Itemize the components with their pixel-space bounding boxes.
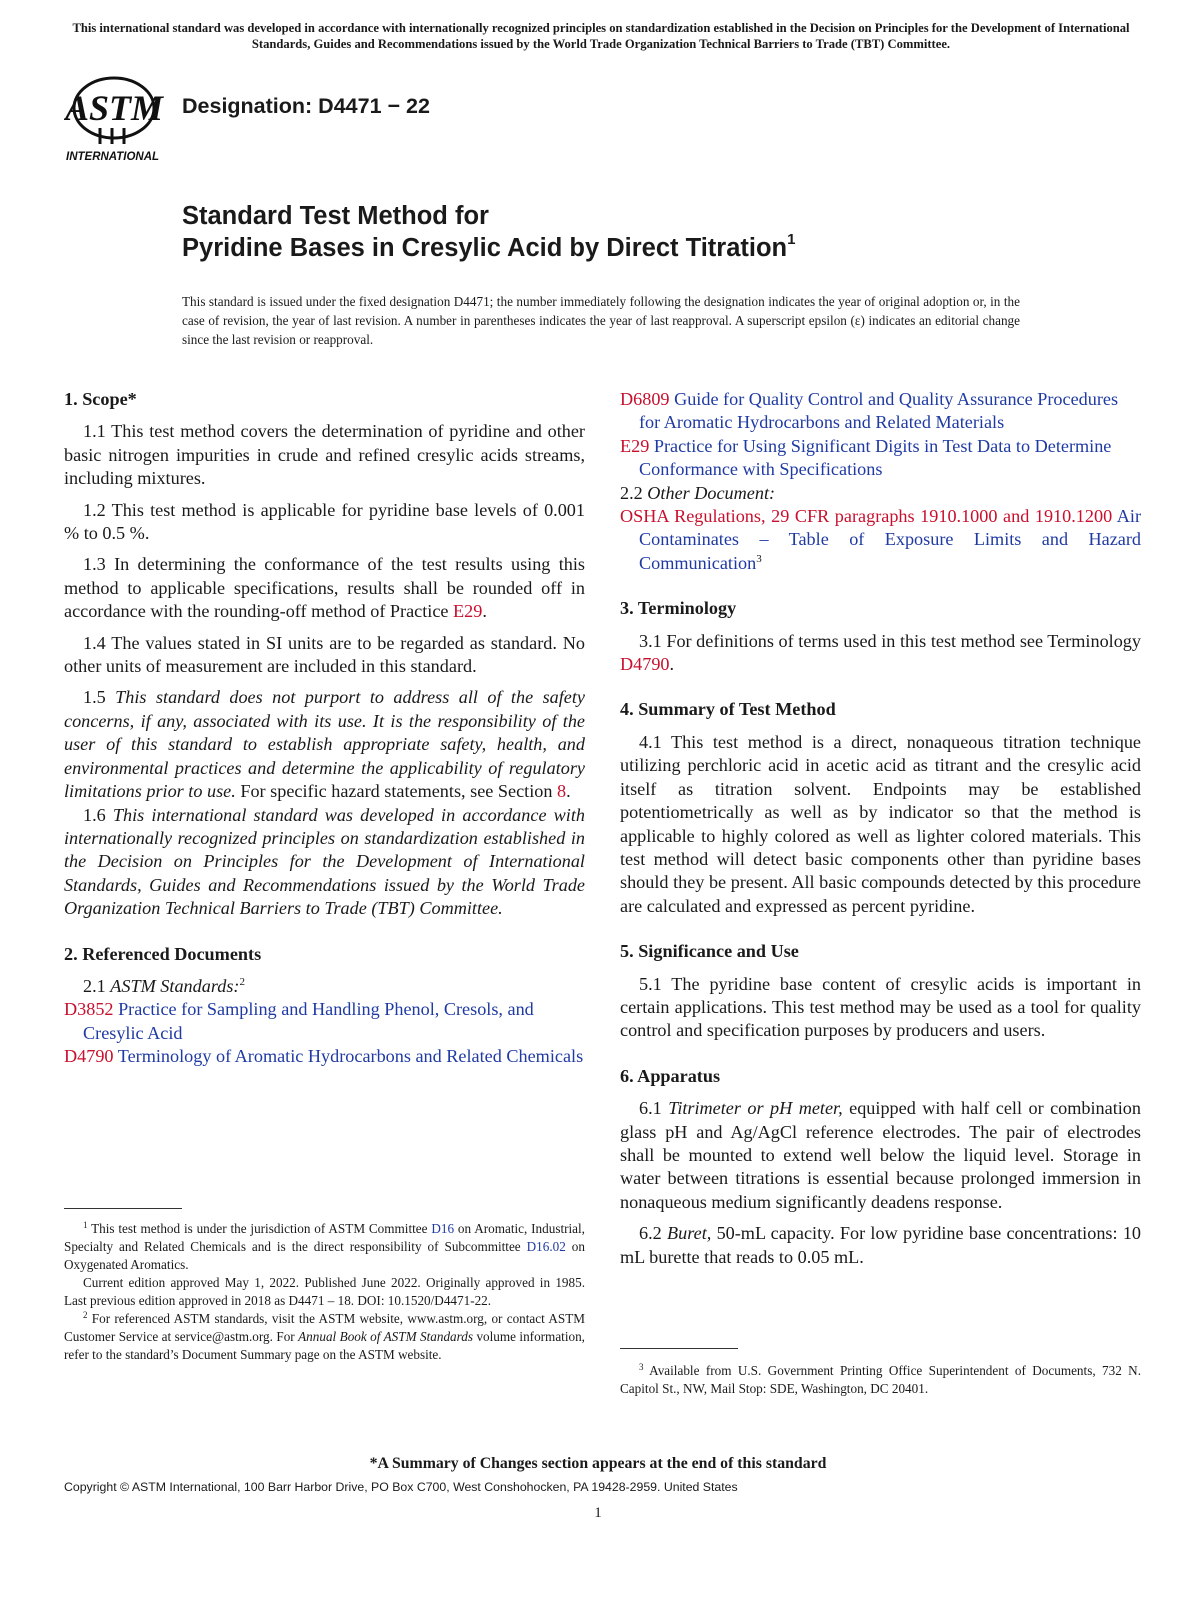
para-1-6 [64, 804, 585, 921]
document-title [182, 200, 795, 264]
para-6-1-text: equipped with half cell or combination glass pH and Ag/AgCl reference electrodes. The pair of electrodes shall be mounted to extend well below the liquid level. Storage in water between titrations is essential because prolonged immersion in nonaqueous medium significantly deadens response. [620, 1098, 1141, 1212]
right-column [620, 388, 1141, 1269]
ref-title[interactable]: Practice for Sampling and Handling Phenol, Cresols, and Cresylic Acid [83, 999, 534, 1043]
ref-title[interactable]: Practice for Using Significant Digits in Test Data to Determine Conformance with Specifications [639, 435, 1112, 480]
para-6-2-italic: Buret, [667, 1223, 712, 1244]
para-1-4: 1.4 The values stated in SI units are to be regarded as standard. No other units of measurement are included in this standard. [64, 632, 585, 677]
title-footnote-mark: 1 [787, 231, 796, 248]
ref-d6809[interactable] [620, 388, 1141, 435]
ref-code[interactable]: D3852 [64, 999, 114, 1020]
title-line-2 [182, 232, 795, 264]
para-6-2-text: 50-mL capacity. For low pyridine base concentrations: 10 mL burette that reads to 0.05 mL. [620, 1223, 1142, 1267]
section-1-heading: 1. Scope* [64, 389, 137, 409]
footnote-rule-left [64, 1208, 182, 1209]
para-3-1 [620, 630, 1141, 677]
para-1-3-text: 1.3 In determining the conformance of the test results using this method to applicable specifications, results shall be rounded off in accordance with the rounding-off method of Practice [64, 554, 585, 622]
fn1-b: on Aromatic, Industrial, Specialty and Related Chemicals and is the direct responsibility of Subcommittee [64, 1221, 585, 1254]
para-5-1: 5.1 The pyridine base content of cresylic acids is important in certain applications. This test method may be used as a tool for quality control and specification purposes by producers and users. [620, 973, 1141, 1041]
ref-osha[interactable] [620, 505, 1141, 575]
para-1-5-end: . [566, 781, 571, 802]
footnote-mark-3: 3 [756, 552, 762, 565]
footnote-3 [620, 1362, 1141, 1398]
para-1-6-num: 1.6 [83, 804, 113, 825]
title-line-2-text: Pyridine Bases in Cresylic Acid by Direct Titration [182, 234, 788, 262]
left-column [64, 388, 585, 1069]
footnote-1 [64, 1220, 585, 1274]
section-3-heading: 3. Terminology [620, 598, 737, 619]
fn2-b: volume information, refer to the standard’s Document Summary page on the ASTM website. [64, 1329, 585, 1362]
para-1-5-num: 1.5 [83, 687, 116, 708]
para-2-2-num: 2.2 [620, 482, 648, 503]
title-line-1: Standard Test Method for [182, 202, 489, 230]
link-d4790[interactable]: D4790 [620, 654, 670, 675]
logo-text: ASTM [64, 88, 164, 128]
astm-logo [64, 70, 170, 164]
fn3-mark: 3 [639, 1362, 644, 1372]
para-2-1-num: 2.1 [83, 975, 111, 996]
fn2-mark: 2 [83, 1310, 88, 1320]
footnote-1-edition: Current edition approved May 1, 2022. Published June 2022. Originally approved in 1985. Last previous edition approved in 2018 as D4471 – 18. DOI: 10.1520/D4471-22. [64, 1275, 585, 1308]
issued-note: This standard is issued under the fixed designation D4471; the number immediately following the designation indicates the year of original adoption or, in the case of revision, the year of last revision. A number in parentheses indicates the year of last reapproval. A superscript epsilon (ε) indicates an editorial change since the last revision or reapproval. [182, 294, 1020, 347]
footnote-2 [64, 1310, 585, 1364]
section-2-heading: 2. Referenced Documents [64, 943, 262, 964]
fn1-mark: 1 [83, 1220, 88, 1230]
para-6-1-italic: Titrimeter or pH meter, [668, 1098, 843, 1119]
footnotes-right [620, 1362, 1141, 1398]
section-6-heading: 6. Apparatus [620, 1065, 721, 1086]
ref-code[interactable]: D6809 [620, 389, 670, 409]
footnotes-left [64, 1220, 585, 1364]
para-6-1-num: 6.1 [639, 1098, 669, 1119]
copyright: Copyright © ASTM International, 100 Barr Harbor Drive, PO Box C700, West Conshohocken, PA 19428-2959. United States [64, 1480, 738, 1494]
ref-title[interactable]: Air Contaminates – Table of Exposure Limits and Hazard Communication [639, 506, 1141, 573]
para-1-1: 1.1 This test method covers the determination of pyridine and other basic nitrogen impurities in crude and refined cresylic acids streams, including mixtures. [64, 421, 585, 489]
fn1-a: This test method is under the jurisdiction of ASTM Committee [87, 1221, 432, 1236]
para-1-2: 1.2 This test method is applicable for pyridine base levels of 0.001 % to 0.5 %. [64, 499, 585, 544]
section-5-heading: 5. Significance and Use [620, 941, 799, 962]
link-d16-02[interactable]: D16.02 [526, 1239, 566, 1254]
summary-of-changes-note: *A Summary of Changes section appears at the end of this standard [369, 1455, 827, 1472]
fn3-text: Available from U.S. Government Printing Office Superintendent of Documents, 732 N. Capitol St., NW, Mail Stop: SDE, Washington, DC 20401. [620, 1363, 1141, 1396]
para-1-3 [64, 553, 585, 623]
para-2-2 [620, 482, 1141, 505]
para-4-1: 4.1 This test method is a direct, nonaqueous titration technique utilizing perchloric acid in acetic acid as titrant and the cresylic acid itself as titration solvent. Endpoints may be established potentiometrically as well as by indicator so that the method is applicable to highly colored as well as lighter colored materials. This test method will detect basic components other than pyridine bases should they be present. All basic compounds detected by this procedure are calculated and expressed as percent pyridine. [620, 731, 1141, 916]
ref-code[interactable]: OSHA Regulations, 29 CFR paragraphs 1910.1000 and 1910.1200 [620, 506, 1113, 527]
para-1-6-italic: This international standard was developed in accordance with internationally recognized principles on standardization established in the Decision on Principles for the Development of International Standards, Guides and Recommendations issued by the World Trade Organization Technical Barriers to Trade (TBT) Committee. [64, 804, 586, 919]
para-1-5 [64, 686, 585, 803]
designation: Designation: D4471 − 22 [182, 94, 430, 118]
link-d16[interactable]: D16 [431, 1221, 455, 1236]
fn2-a: For referenced ASTM standards, visit the ASTM website, www.astm.org, or contact ASTM Customer Service at service@astm.org. For [64, 1311, 585, 1344]
para-2-1-italic: ASTM Standards: [110, 975, 240, 996]
ref-code[interactable]: D4790 [64, 1046, 114, 1067]
ref-d4790[interactable] [64, 1045, 585, 1068]
para-3-1-end: . [669, 654, 675, 675]
footnote-mark-2: 2 [239, 975, 245, 988]
link-section-8[interactable]: 8 [557, 781, 567, 802]
ref-title[interactable]: Terminology of Aromatic Hydrocarbons and Related Chemicals [117, 1046, 584, 1067]
para-6-2 [620, 1222, 1141, 1269]
top-note: This international standard was developed in accordance with internationally recognized principles on standardization established in the Decision on Principles for the Development of International Standards, Guides and Recommendations issued by the World Trade Organization Technical Barriers to Trade (TBT) Committee. [72, 21, 1130, 51]
fn2-italic: Annual Book of ASTM Standards [298, 1329, 474, 1344]
logo-subtext: INTERNATIONAL [66, 151, 160, 163]
link-e29[interactable]: E29 [453, 601, 483, 622]
footnote-rule-right [620, 1348, 738, 1349]
ref-title[interactable]: Guide for Quality Control and Quality Assurance Procedures for Aromatic Hydrocarbons and Related Materials [639, 389, 1119, 433]
ref-e29[interactable] [620, 435, 1141, 482]
ref-d3852[interactable] [64, 998, 585, 1045]
para-1-5-text: For specific hazard statements, see Section [235, 781, 557, 802]
fn1-c: on Oxygenated Aromatics. [64, 1239, 585, 1272]
para-6-2-num: 6.2 [639, 1223, 668, 1244]
ref-code[interactable]: E29 [620, 435, 650, 456]
section-4-heading: 4. Summary of Test Method [620, 699, 836, 720]
page-number: 1 [594, 1505, 602, 1521]
para-6-1 [620, 1097, 1141, 1214]
para-1-3-end: . [482, 601, 487, 622]
para-3-1-text: 3.1 For definitions of terms used in this test method see Terminology [639, 630, 1141, 651]
para-1-5-italic: This standard does not purport to address all of the safety concerns, if any, associated with its use. It is the responsibility of the user of this standard to establish appropriate safety, health, and environmental practices and determine the applicability of regulatory limitations prior to use. [64, 687, 585, 802]
para-2-1 [83, 975, 585, 998]
para-2-2-italic: Other Document: [647, 482, 776, 503]
